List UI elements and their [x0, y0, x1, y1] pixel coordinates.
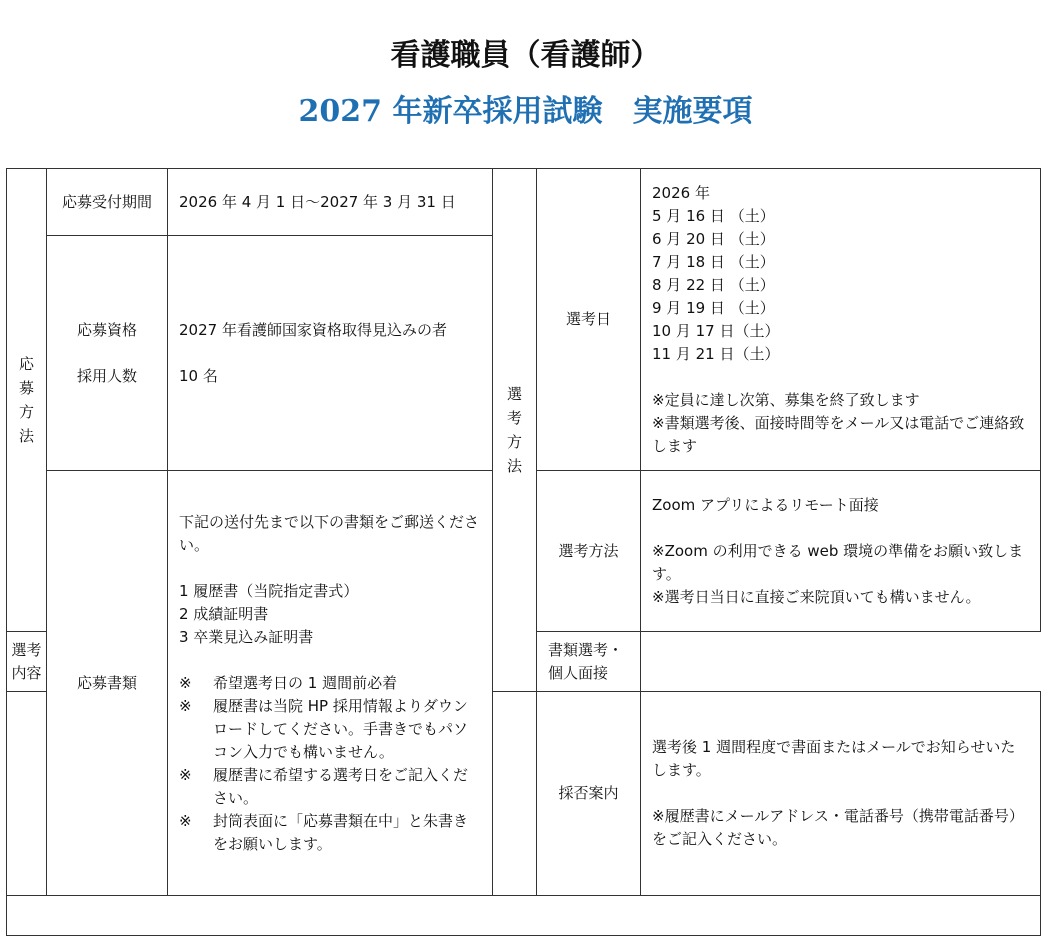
- qualification-hires-labels: [47, 236, 168, 471]
- result-label: 採否案内: [537, 692, 641, 896]
- hires-label: 採用人数: [76, 366, 137, 385]
- requirements-table: [6, 168, 1041, 936]
- dates-note: ※書類選考後、面接時間等をメール又は電話でご連絡致します: [652, 413, 1025, 455]
- method-note: ※Zoom の利用できる web 環境の準備をお願い致します。: [652, 541, 1024, 583]
- document-item: 1 履歴書（当院指定書式）: [179, 581, 359, 600]
- page-title: 看護職員（看護師）: [390, 38, 661, 73]
- result-note: ※履歴書にメールアドレス・電話番号（携帯電話番号）をご記入ください。: [652, 807, 1024, 848]
- document-item: 2 成績証明書: [179, 604, 269, 623]
- document-note: ※ 封筒表面に「応募書類在中」と朱書きをお願いします。: [179, 811, 469, 853]
- method-note: ※選考日当日に直接ご来院頂いても構いません。: [652, 587, 981, 606]
- qualification-label: 応募資格: [76, 320, 137, 339]
- document-item: 3 卒業見込み証明書: [179, 627, 314, 646]
- date-item: 6 月 20 日 （土）: [652, 229, 775, 248]
- qualification-hires-values: [168, 236, 493, 471]
- selection-section-label: 選 考 方 法: [493, 169, 537, 692]
- date-item: 7 月 18 日 （土）: [652, 252, 775, 271]
- content-label: 選考内容: [7, 632, 47, 692]
- application-section-label: 応 募 方 法: [7, 169, 47, 632]
- date-item: 8 月 22 日 （土）: [652, 275, 775, 294]
- method-value: Zoom アプリによるリモート面接 ※Zoom の利用できる web 環境の準備をお願い致します。 ※選考日当日に直接ご来院頂いても構いません。: [641, 471, 1041, 632]
- page-subtitle: 2027 年新卒採用試験 実施要項: [298, 94, 753, 129]
- document-note: ※ 履歴書は当院 HP 採用情報よりダウンロードしてください。手書きでもパソコン入力でも構いません。: [179, 696, 469, 761]
- date-item: 5 月 16 日 （土）: [652, 206, 775, 225]
- result-value: 選考後 1 週間程度で書面またはメールでお知らせいたします。 ※履歴書にメールアドレス・電話番号（携帯電話番号）をご記入ください。: [641, 692, 1041, 896]
- date-item: 11 月 21 日（土）: [652, 344, 780, 363]
- dates-value: 2026 年 5 月 16 日 （土） 6 月 20 日 （土） 7 月 18 日 （土） 8 月 22 日 （土） 9 月 19 日 （土） 10 月 17 日（土） 11 月 21 日（土） ※定員に達し次第、募集を終了致します ※書類選考後、面接時間等をメール又は電話でご連絡致します: [641, 169, 1041, 471]
- documents-value: [168, 471, 493, 896]
- next-row: [7, 896, 1041, 936]
- empty-cell: [493, 692, 537, 896]
- documents-intro: 下記の送付先まで以下の書類をご郵送ください。: [179, 512, 480, 554]
- document-note: ※ 履歴書に希望する選考日をご記入ください。: [179, 765, 469, 807]
- qualification-value: 2027 年看護師国家資格取得見込みの者: [179, 320, 447, 339]
- method-label: 選考方法: [537, 471, 641, 632]
- period-label: 応募受付期間: [47, 169, 168, 236]
- empty-cell: [7, 692, 47, 896]
- hires-value: 10 名: [179, 366, 218, 385]
- date-item: 10 月 17 日（土）: [652, 321, 780, 340]
- date-item: 9 月 19 日 （土）: [652, 298, 775, 317]
- content-value: 書類選考・個人面接: [537, 632, 641, 692]
- period-value: 2026 年 4 月 1 日～2027 年 3 月 31 日: [168, 169, 493, 236]
- dates-note: ※定員に達し次第、募集を終了致します: [652, 390, 920, 409]
- dates-label: 選考日: [537, 169, 641, 471]
- document-note: ※ 希望選考日の 1 週間前必着: [179, 673, 398, 692]
- documents-label: 応募書類: [47, 471, 168, 896]
